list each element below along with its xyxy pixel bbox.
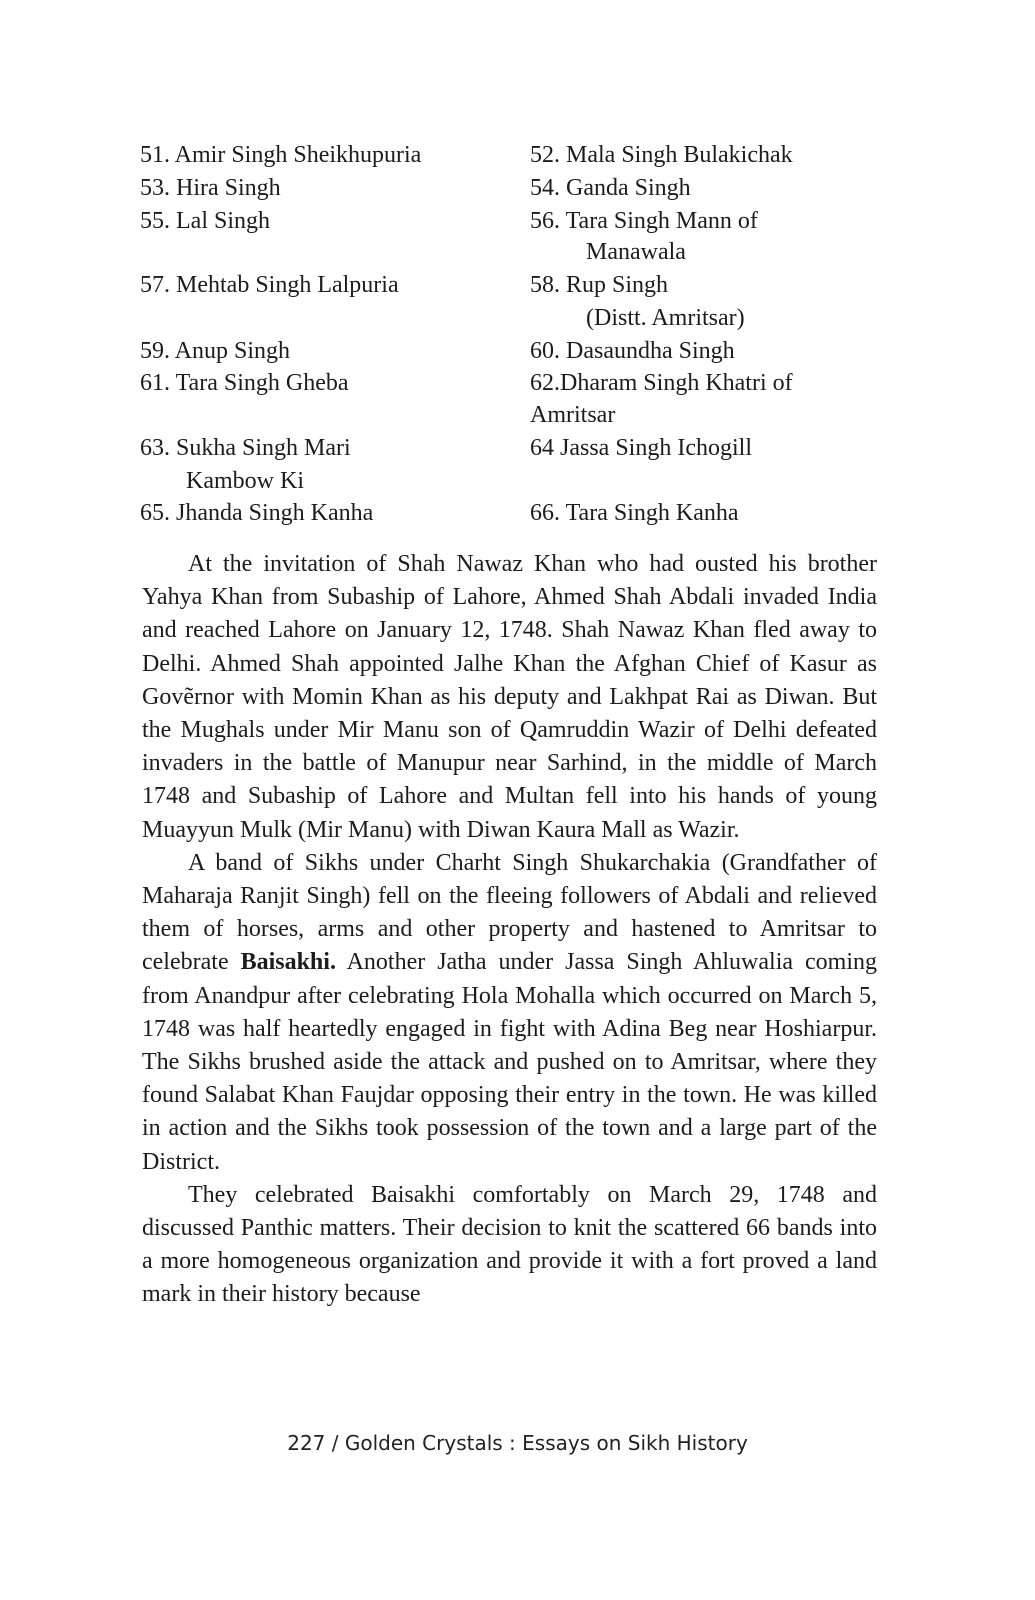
list-item: 61. Tara Singh Gheba [140, 370, 349, 396]
paragraph: They celebrated Baisakhi comfortably on March 29, 1748 and discussed Panthic matters. Their decision to knit the scattered 66 bands into a more homogeneous organization and provide it with a fort proved a land mark in their history because [142, 1181, 877, 1308]
list-item: 63. Sukha Singh Mari [140, 435, 351, 461]
list-item: 52. Mala Singh Bulakichak [530, 142, 793, 168]
list-item: 54. Ganda Singh [530, 175, 691, 201]
list-item: 60. Dasaundha Singh [530, 338, 735, 364]
list-item: 66. Tara Singh Kanha [530, 500, 739, 526]
list-item: 57. Mehtab Singh Lalpuria [140, 272, 399, 298]
list-item: 59. Anup Singh [140, 338, 291, 364]
list-item: 53. Hira Singh [140, 175, 281, 201]
paragraph-text: Another Jatha under Jassa Singh Ahluwalia coming from Anandpur after celebrating Hola Mohalla which occurred on March 5, 1748 was half heartedly engaged in fight with Adina Beg near Hoshiarpur. The Sikhs brushed aside the attack and pushed on to Amritsar, where they found Salabat Khan Faujdar opposing their entry in the town. He was killed in action and the Sikhs took possession of the town and a large part of the District. [142, 949, 877, 1175]
body-text [142, 548, 877, 1312]
paragraph [142, 847, 877, 1179]
page-footer: 227 / Golden Crystals : Essays on Sikh History [287, 1431, 748, 1455]
list-item: 65. Jhanda Singh Kanha [140, 500, 374, 526]
list-item: 64 Jassa Singh Ichogill [530, 435, 752, 461]
list-item: 56. Tara Singh Mann of [530, 208, 758, 234]
list-item-continuation: (Distt. Amritsar) [586, 305, 745, 331]
list-item: 55. Lal Singh [140, 208, 270, 234]
list-item: 51. Amir Singh Sheikhupuria [140, 142, 422, 168]
bold-term: Baisakhi. [240, 949, 336, 976]
paragraph-text: A band of Sikhs under Charht Singh Shukarchakia (Grandfather of Maharaja Ranjit Singh) fell on the fleeing followers of Abdali and relieved them of horses, arms and other property and hastened to Amritsar to celebrate [142, 849, 877, 976]
list-item: 58. Rup Singh [530, 272, 669, 298]
list-item-continuation: Amritsar [530, 402, 616, 428]
list-item-continuation: Manawala [586, 239, 686, 265]
list-item: 62.Dharam Singh Khatri of [530, 370, 793, 396]
list-item-continuation: Kambow Ki [186, 468, 304, 494]
paragraph: At the invitation of Shah Nawaz Khan who had ousted his brother Yahya Khan from Subaship of Lahore, Ahmed Shah Abdali invaded India and reached Lahore on January 12, 1748. Shah Nawaz Khan fled away to Delhi. Ahmed Shah appointed Jalhe Khan the Afghan Chief of Kasur as Govẽrnor with Momin Khan as his deputy and Lakhpat Rai as Diwan. But the Mughals under Mir Manu son of Qamruddin Wazir of Delhi defeated invaders in the battle of Manupur near Sarhind, in the middle of March 1748 and Subaship of Lahore and Multan fell into his hands of young Muayyun Mulk (Mir Manu) with Diwan Kaura Mall as Wazir. [142, 551, 877, 843]
band-list [0, 0, 1035, 540]
